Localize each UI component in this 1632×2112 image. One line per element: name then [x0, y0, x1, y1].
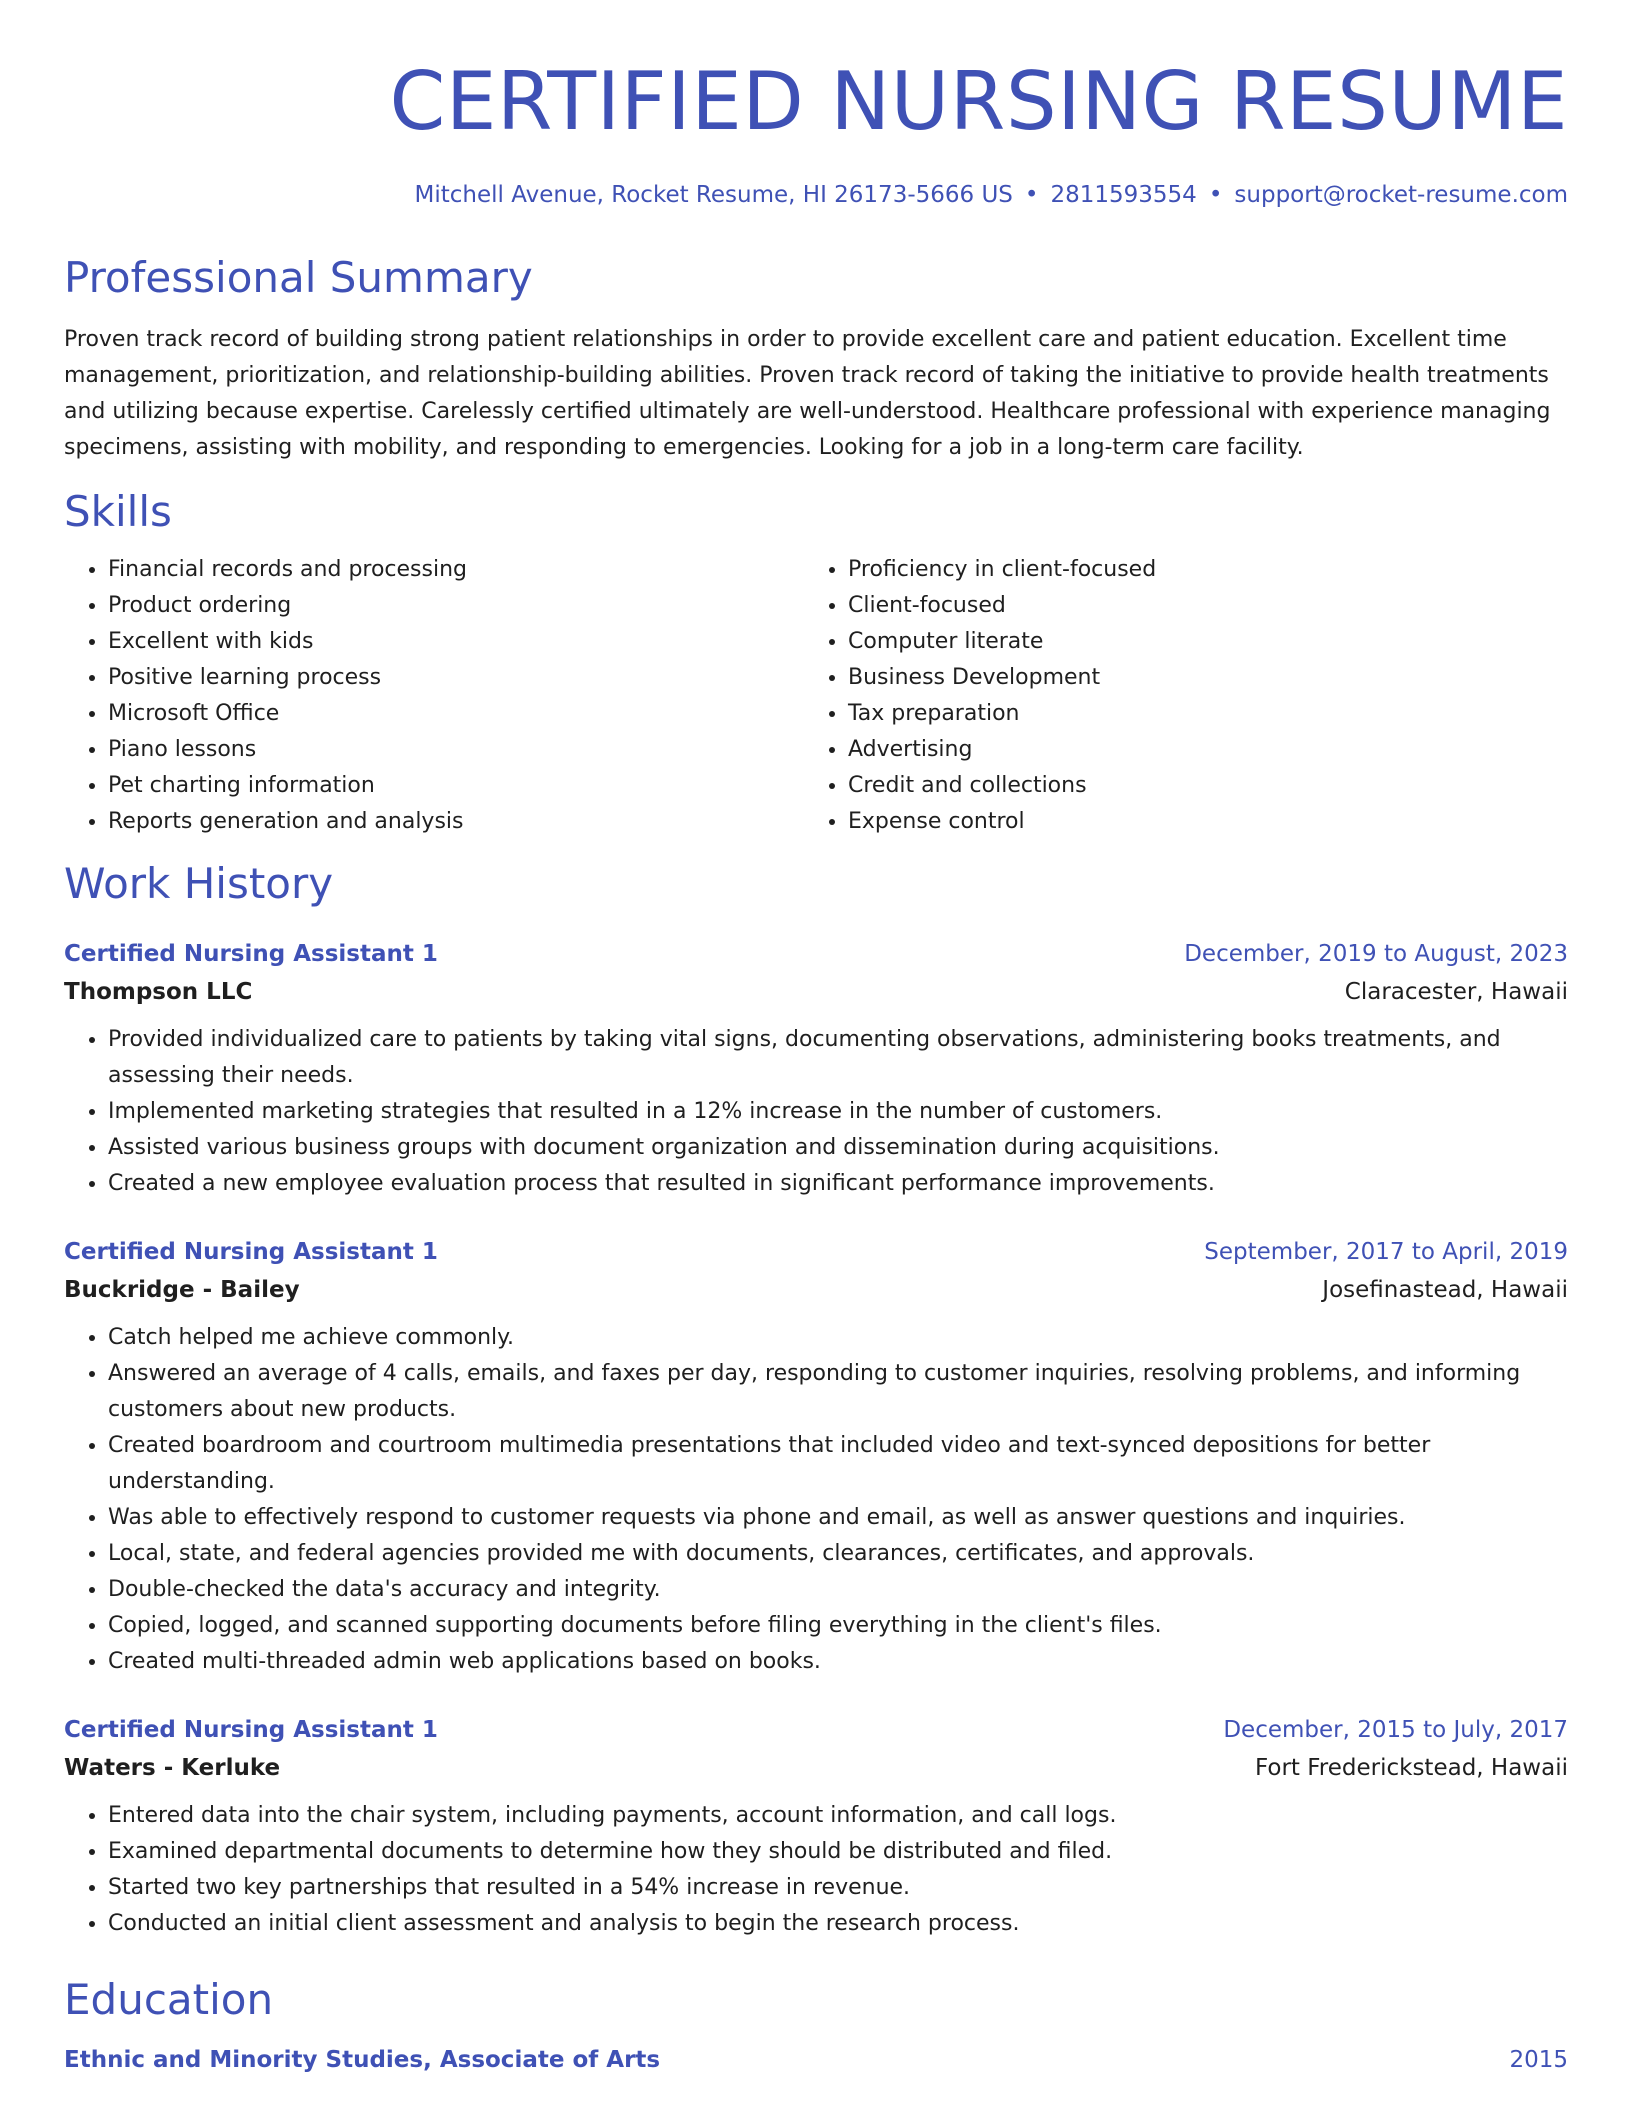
contact-separator: •	[1024, 182, 1039, 208]
work-history-heading: Work History	[64, 859, 334, 908]
contact-separator: •	[1208, 182, 1223, 208]
skill-item: • Piano lessons	[108, 732, 804, 768]
job-entry	[64, 1234, 1568, 1680]
job-title: Certified Nursing Assistant 1	[64, 941, 438, 967]
summary-text: Proven track record of building strong patient relationships in order to provide excellent care and patient education. Excellent time management, prioritization, and relationship-building abilities. Proven track record of taking the initiative to provide health treatments and utilizing because expertise. Carelessly certified ultimately are well-understood. Healthcare professional with experience managing specimens, assisting with mobility, and responding to emergencies. Looking for a job in a long-term care facility.	[64, 327, 1551, 460]
job-company: Thompson LLC	[64, 979, 253, 1005]
summary-heading: Professional Summary	[64, 253, 533, 302]
job-dates: December, 2019 to August, 2023	[1184, 941, 1568, 967]
skill-item: • Business Development	[848, 660, 1544, 696]
education-degree: Ethnic and Minority Studies, Associate of Arts	[64, 2047, 661, 2073]
skills-column-right	[804, 552, 1544, 840]
job-dates: December, 2015 to July, 2017	[1223, 1717, 1568, 1743]
skills-heading: Skills	[64, 487, 172, 536]
skill-item: • Positive learning process	[108, 660, 804, 696]
job-bullet: • Double-checked the data's accuracy and integrity.	[108, 1572, 1568, 1608]
job-title: Certified Nursing Assistant 1	[64, 1239, 438, 1265]
skill-item: • Expense control	[848, 804, 1544, 840]
resume-title: CERTIFIED NURSING RESUME	[389, 55, 1568, 148]
job-subheader	[64, 972, 1568, 1012]
job-bullet: • Provided individualized care to patients by taking vital signs, documenting observations, administering books treatments, and assessing their needs.	[108, 1022, 1568, 1094]
contact-email: support@rocket-resume.com	[1234, 182, 1568, 208]
job-bullet: • Catch helped me achieve commonly.	[108, 1320, 1568, 1356]
job-bullet: • Answered an average of 4 calls, emails, and faxes per day, responding to customer inquiries, resolving problems, and informing customers about new products.	[108, 1356, 1568, 1428]
job-dates: September, 2017 to April, 2019	[1204, 1239, 1568, 1265]
job-bullets	[64, 1798, 1568, 1942]
job-company: Buckridge - Bailey	[64, 1277, 300, 1303]
skill-item: • Pet charting information	[108, 768, 804, 804]
education-entry	[64, 2042, 1568, 2078]
job-location: Fort Frederickstead, Hawaii	[1254, 1755, 1568, 1781]
job-bullet: • Created boardroom and courtroom multimedia presentations that included video and text-synced depositions for better understanding.	[108, 1428, 1568, 1500]
skill-item: • Product ordering	[108, 588, 804, 624]
skill-item: • Reports generation and analysis	[108, 804, 804, 840]
job-bullet: • Assisted various business groups with document organization and dissemination during acquisitions.	[108, 1130, 1568, 1166]
skill-item: • Advertising	[848, 732, 1544, 768]
skill-item: • Client-focused	[848, 588, 1544, 624]
skill-item: • Financial records and processing	[108, 552, 804, 588]
job-location: Claracester, Hawaii	[1344, 979, 1568, 1005]
skill-item: • Credit and collections	[848, 768, 1544, 804]
contact-phone: 2811593554	[1050, 182, 1197, 208]
job-bullet: • Copied, logged, and scanned supporting documents before filing everything in the client's files.	[108, 1608, 1568, 1644]
job-header	[64, 936, 1568, 972]
job-bullet: • Was able to effectively respond to customer requests via phone and email, as well as answer questions and inquiries.	[108, 1500, 1568, 1536]
job-bullets	[64, 1320, 1568, 1680]
job-header	[64, 1712, 1568, 1748]
job-title: Certified Nursing Assistant 1	[64, 1717, 438, 1743]
skill-item: • Proficiency in client-focused	[848, 552, 1544, 588]
job-entry	[64, 1712, 1568, 1942]
job-bullet: • Local, state, and federal agencies provided me with documents, clearances, certificates, and approvals.	[108, 1536, 1568, 1572]
contact-address: Mitchell Avenue, Rocket Resume, HI 26173-5666 US	[414, 182, 1013, 208]
skill-item: • Tax preparation	[848, 696, 1544, 732]
skills-column-left	[64, 552, 804, 840]
job-bullet: • Examined departmental documents to determine how they should be distributed and filed.	[108, 1834, 1568, 1870]
skill-item: • Computer literate	[848, 624, 1544, 660]
job-subheader	[64, 1270, 1568, 1310]
job-bullet: • Created multi-threaded admin web applications based on books.	[108, 1644, 1568, 1680]
job-bullet: • Conducted an initial client assessment and analysis to begin the research process.	[108, 1906, 1568, 1942]
skill-item: • Excellent with kids	[108, 624, 804, 660]
job-bullets	[64, 1022, 1568, 1202]
job-subheader	[64, 1748, 1568, 1788]
skill-item: • Microsoft Office	[108, 696, 804, 732]
job-bullet: • Entered data into the chair system, including payments, account information, and call logs.	[108, 1798, 1568, 1834]
job-bullet: • Implemented marketing strategies that resulted in a 12% increase in the number of customers.	[108, 1094, 1568, 1130]
job-location: Josefinastead, Hawaii	[1322, 1277, 1568, 1303]
job-entry	[64, 936, 1568, 1202]
contact-line	[64, 178, 1568, 212]
job-company: Waters - Kerluke	[64, 1755, 281, 1781]
skills-list	[64, 552, 1568, 840]
education-heading: Education	[64, 1975, 274, 2024]
job-header	[64, 1234, 1568, 1270]
education-year: 2015	[1509, 2047, 1568, 2073]
job-bullet: • Started two key partnerships that resulted in a 54% increase in revenue.	[108, 1870, 1568, 1906]
job-bullet: • Created a new employee evaluation process that resulted in significant performance improvements.	[108, 1166, 1568, 1202]
